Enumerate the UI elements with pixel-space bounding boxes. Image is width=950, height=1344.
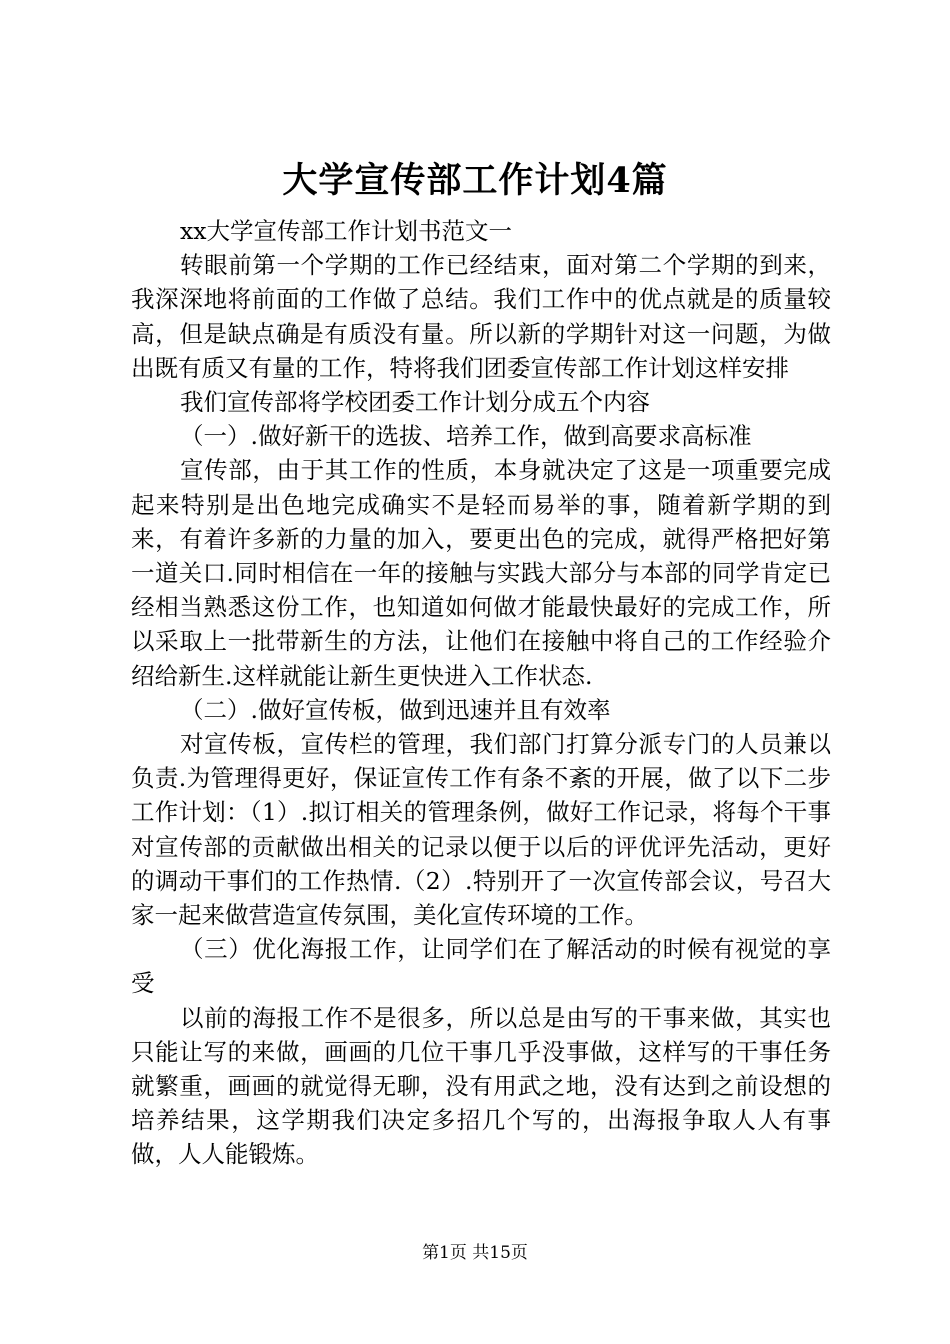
section-heading: （三）优化海报工作，让同学们在了解活动的时候有视觉的享受 (131, 935, 831, 998)
paragraph: 对宣传板，宣传栏的管理，我们部门打算分派专门的人员兼以负责.为管理得更好，保证宣传工作有条不紊的开展，做了以下二步工作计划：（1）.拟订相关的管理条例，做好工作记录，将每个干事对宣传部的贡献做出相关的记录以便于以后的评优评先活动，更好的调动干事们的工作热情.（2）.特别开了一次宣传部会议，号召大家一起来做营造宣传氛围，美化宣传环境的工作。 (131, 730, 831, 930)
document-body (131, 214, 831, 1172)
page-number-footer: 第1页 共15页 (422, 1243, 528, 1263)
section-intro: xx大学宣传部工作计划书范文一 (180, 217, 513, 245)
document-title: 大学宣传部工作计划4篇 (282, 160, 668, 201)
paragraph: 以前的海报工作不是很多，所以总是由写的干事来做，其实也只能让写的来做，画画的几位干事几乎没事做，这样写的干事任务就繁重，画画的就觉得无聊，没有用武之地，没有达到之前设想的培养结果，这学期我们决定多招几个写的，出海报争取人人有事做，人人能锻炼。 (131, 1003, 831, 1169)
paragraph: 宣传部，由于其工作的性质，本身就决定了这是一项重要完成起来特别是出色地完成确实不是轻而易举的事，随着新学期的到来，有着许多新的力量的加入，要更出色的完成，就得严格把好第一道关口.同时相信在一年的接触与实践大部分与本部的同学肯定已经相当熟悉这份工作，也知道如何做才能最快最好的完成工作，所以采取上一批带新生的方法，让他们在接触中将自己的工作经验介绍给新生.这样就能让新生更快进入工作状态. (131, 456, 831, 690)
paragraph: 转眼前第一个学期的工作已经结束，面对第二个学期的到来，我深深地将前面的工作做了总结。我们工作中的优点就是的质量较高，但是缺点确是有质没有量。所以新的学期针对这一问题，为做出既有质又有量的工作，特将我们团委宣传部工作计划这样安排 (131, 251, 831, 382)
section-heading: （一）.做好新干的选拔、培养工作，做到高要求高标准 (180, 422, 752, 451)
section-heading: （二）.做好宣传板，做到迅速并且有效率 (180, 695, 611, 724)
paragraph: 我们宣传部将学校团委工作计划分成五个内容 (180, 388, 650, 417)
